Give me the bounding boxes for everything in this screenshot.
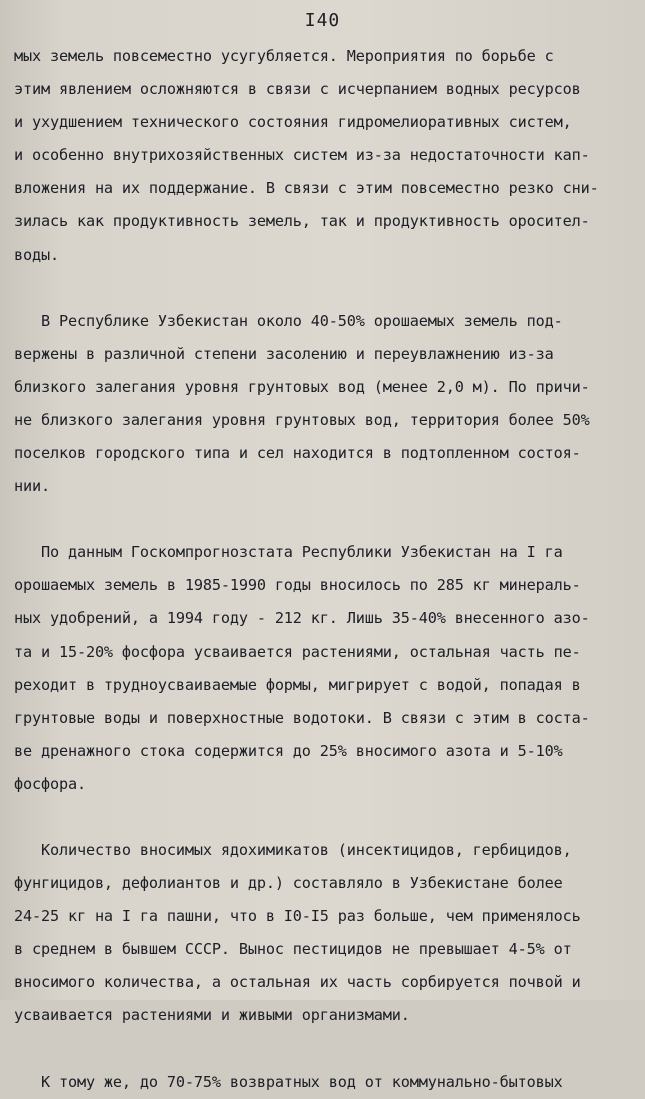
text-line: орошаемых земель в 1985-1990 годы вносилось по 285 кг минераль- bbox=[14, 576, 581, 595]
paragraph-gap bbox=[14, 272, 634, 305]
text-line: вносимого количества, а остальная их часть сорбируется почвой и bbox=[14, 973, 581, 992]
paragraph-gap bbox=[14, 503, 634, 536]
text-line: К тому же, до 70-75% возвратных вод от коммунально-бытовых bbox=[14, 1072, 563, 1091]
text-line: фосфора. bbox=[14, 774, 86, 793]
text-line: поселков городского типа и сел находится в подтопленном состоя- bbox=[14, 444, 581, 463]
text-line: усваивается растениями и живыми организмами. bbox=[14, 1006, 410, 1025]
text-line: ве дренажного стока содержится до 25% вносимого азота и 5-10% bbox=[14, 741, 563, 760]
paragraph-gap bbox=[14, 801, 634, 834]
text-line: нии. bbox=[14, 477, 50, 496]
text-line: в среднем в бывшем СССР. Вынос пестицидов не превышает 4-5% от bbox=[14, 940, 572, 959]
text-line: воды. bbox=[14, 245, 59, 264]
text-line: фунгицидов, дефолиантов и др.) составляло в Узбекистане более bbox=[14, 874, 563, 893]
paragraph bbox=[14, 1066, 634, 1099]
text-line: реходит в трудноусваиваемые формы, мигрирует с водой, попадая в bbox=[14, 675, 581, 694]
document-body bbox=[14, 40, 634, 1099]
text-line: этим явлением осложняются в связи с исчерпанием водных ресурсов bbox=[14, 80, 581, 99]
text-line: Количество вносимых ядохимикатов (инсектицидов, гербицидов, bbox=[14, 840, 572, 859]
text-line: По данным Госкомпрогнозстата Республики Узбекистан на I га bbox=[14, 543, 563, 562]
paragraph-gap bbox=[14, 1033, 634, 1066]
text-line: близкого залегания уровня грунтовых вод (менее 2,0 м). По причи- bbox=[14, 377, 590, 396]
paragraph bbox=[14, 40, 634, 272]
text-line: и ухудшением технического состояния гидромелиоративных систем, bbox=[14, 113, 572, 132]
paragraph bbox=[14, 536, 634, 801]
paragraph bbox=[14, 834, 634, 1033]
text-line: В Республике Узбекистан около 40-50% орошаемых земель под- bbox=[14, 311, 563, 330]
text-line: та и 15-20% фосфора усваивается растениями, остальная часть пе- bbox=[14, 642, 581, 661]
text-line: не близкого залегания уровня грунтовых вод, территория более 50% bbox=[14, 410, 590, 429]
text-line: зилась как продуктивность земель, так и продуктивность оросител- bbox=[14, 212, 590, 231]
text-line: вержены в различной степени засолению и переувлажнению из-за bbox=[14, 344, 554, 363]
page-number: I40 bbox=[304, 10, 341, 31]
text-line: 24-25 кг на I га пашни, что в I0-I5 раз больше, чем применялось bbox=[14, 907, 581, 926]
text-line: мых земель повсеместно усугубляется. Мероприятия по борьбе с bbox=[14, 47, 554, 65]
text-line: грунтовые воды и поверхностные водотоки. В связи с этим в соста- bbox=[14, 708, 590, 727]
paragraph bbox=[14, 305, 634, 504]
text-line: и особенно внутрихозяйственных систем из-за недостаточности кап- bbox=[14, 146, 590, 165]
text-line: ных удобрений, а 1994 году - 212 кг. Лишь 35-40% внесенного азо- bbox=[14, 609, 590, 628]
text-line: вложения на их поддержание. В связи с этим повсеместно резко сни- bbox=[14, 179, 599, 198]
